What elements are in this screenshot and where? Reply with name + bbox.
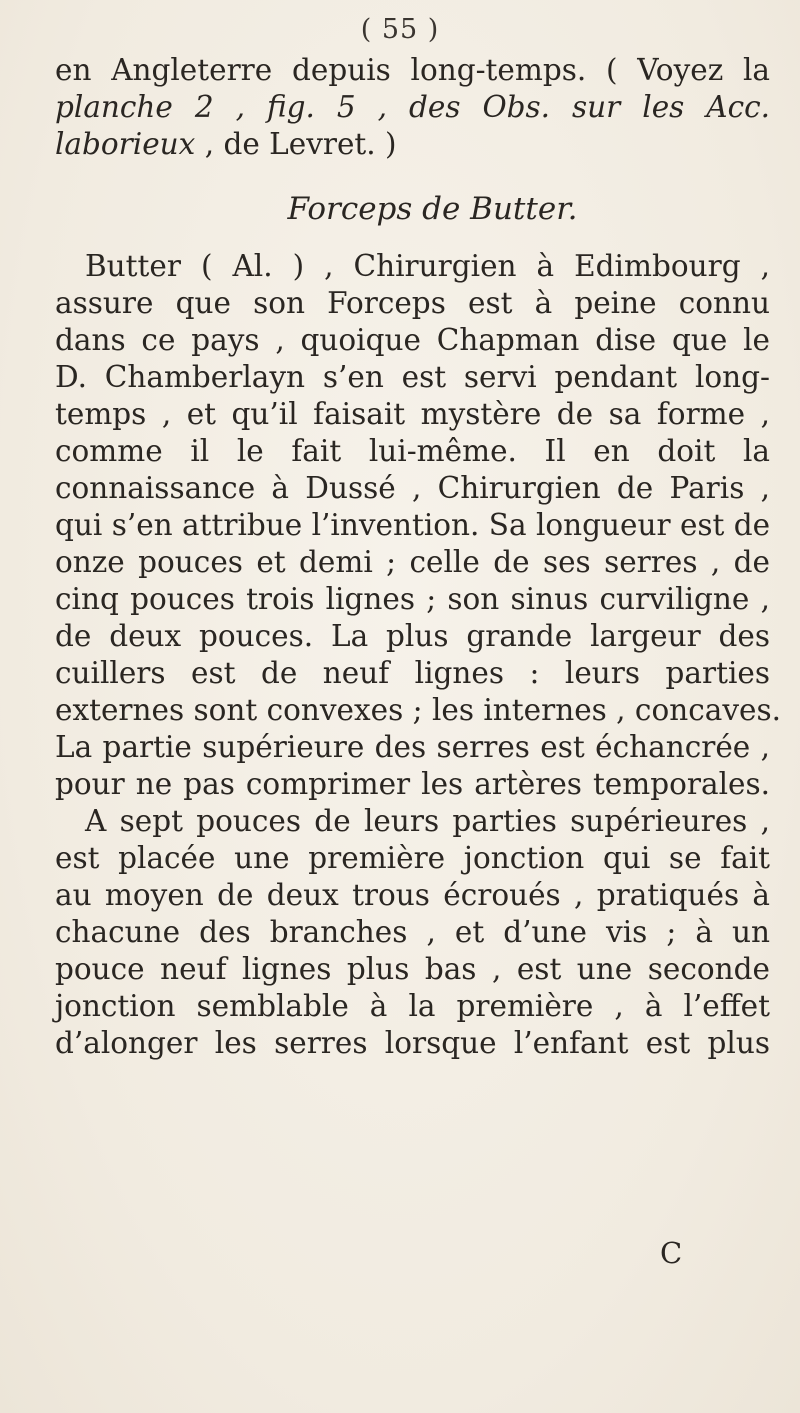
- paragraph-line: D. Chamberlayn s’en est servi pendant long-: [55, 360, 770, 394]
- paragraph-line: cinq pouces trois lignes ; son sinus curviligne ,: [55, 582, 770, 616]
- intro-line-3-text: , de Levret. ): [195, 127, 397, 161]
- paragraph-line: Butter ( Al. ) , Chirurgien à Edimbourg ,: [85, 249, 770, 283]
- paragraph-line: est placée une première jonction qui se fait: [55, 841, 770, 875]
- paragraph-line: chacune des branches , et d’une vis ; à un: [55, 915, 770, 949]
- text-block: [55, 52, 781, 1062]
- paragraph-line: qui s’en attribue l’invention. Sa longueur est de: [55, 508, 771, 542]
- paragraph-line: cuillers est de neuf lignes : leurs parties: [55, 656, 770, 690]
- paragraph-line: onze pouces et demi ; celle de ses serres , de: [55, 545, 770, 579]
- paragraph-line: comme il le fait lui-même. Il en doit la: [55, 434, 770, 468]
- intro-line-2-text: planche 2 , fig. 5 , des Obs. sur les Acc.: [55, 90, 770, 124]
- intro-line-3-italic: laborieux: [55, 127, 196, 161]
- paragraph-line: temps , et qu’il faisait mystère de sa forme ,: [55, 397, 770, 431]
- paragraph-line: d’alonger les serres lorsque l’enfant est plus: [55, 1026, 770, 1060]
- paragraph-line: externes sont convexes ; les internes , concaves.: [55, 693, 781, 727]
- intro-line-1: [55, 52, 770, 89]
- intro-line-2: [55, 89, 770, 126]
- paragraph-line: jonction semblable à la première , à l’effet: [55, 989, 770, 1023]
- paragraph-line: A sept pouces de leurs parties supérieures ,: [85, 804, 770, 838]
- paragraph-line: dans ce pays , quoique Chapman dise que le: [55, 323, 770, 357]
- paragraph-line: pour ne pas comprimer les artères temporales.: [55, 767, 770, 801]
- signature-mark: C: [660, 1236, 683, 1270]
- section-heading: Forceps de Butter.: [287, 191, 578, 227]
- paragraph-line: de deux pouces. La plus grande largeur des: [55, 619, 770, 653]
- paragraph-line: assure que son Forceps est à peine connu: [55, 286, 770, 320]
- paragraph-line: pouce neuf lignes plus bas , est une seconde: [55, 952, 770, 986]
- paragraph-line: La partie supérieure des serres est échancrée ,: [55, 730, 770, 764]
- intro-line-1-text: en Angleterre depuis long-temps. ( Voyez la: [55, 53, 770, 87]
- page-number: ( 55 ): [360, 14, 440, 45]
- intro-line-3: [55, 126, 770, 163]
- paragraph-line: au moyen de deux trous écroués , pratiqués à: [55, 878, 770, 912]
- paragraph-line: connaissance à Dussé , Chirurgien de Paris ,: [55, 471, 770, 505]
